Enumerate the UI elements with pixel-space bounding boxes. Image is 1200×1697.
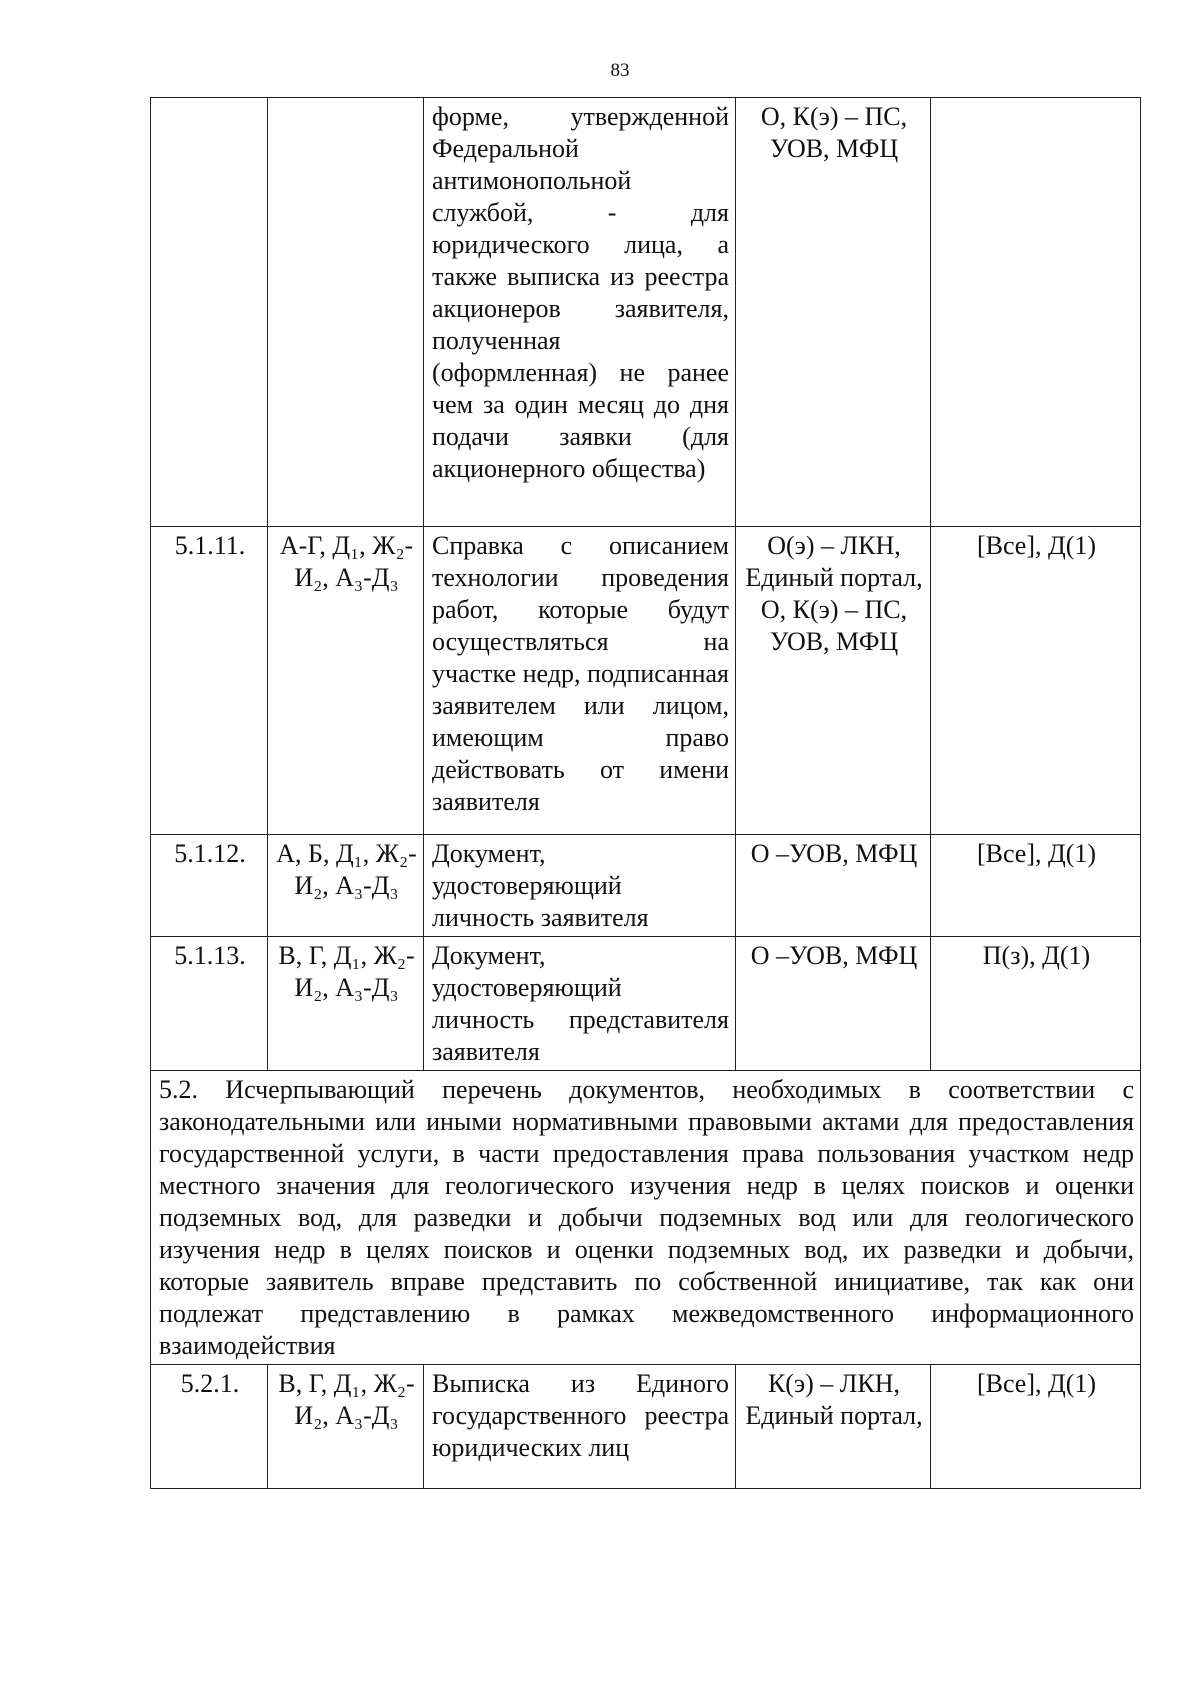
row-number: 5.2.1.: [151, 1365, 268, 1489]
document-status: [Все], Д(1): [931, 835, 1141, 937]
row-number: 5.1.13.: [151, 937, 268, 1071]
row-number: 5.1.12.: [151, 835, 268, 937]
document-description: Выписка из Единого государственного реестра юридических лиц: [424, 1365, 736, 1489]
table-row: [151, 527, 1141, 835]
document-description: Документ, удостоверяющий личность представителя заявителя: [424, 937, 736, 1071]
row-number: [151, 98, 268, 527]
applicant-categories: [268, 98, 424, 527]
submission-method: К(э) – ЛКН, Единый портал,: [736, 1365, 931, 1489]
submission-method: О, К(э) – ПС, УОВ, МФЦ: [736, 98, 931, 527]
document-status: [Все], Д(1): [931, 527, 1141, 835]
applicant-categories: В, Г, Д₁, Ж₂-И₂, А₃-Д₃: [268, 1365, 424, 1489]
section-row: [151, 1071, 1141, 1365]
document-description: Справка с описанием технологии проведения работ, которые будут осуществляться на участке недр, подписанная заявителем или лицом, имеющим право действовать от имени заявителя: [424, 527, 736, 835]
applicant-categories: А, Б, Д₁, Ж₂-И₂, А₃-Д₃: [268, 835, 424, 937]
submission-method: О –УОВ, МФЦ: [736, 937, 931, 1071]
row-number: 5.1.11.: [151, 527, 268, 835]
page-number: 83: [610, 60, 630, 81]
table-row: [151, 937, 1141, 1071]
table-row: [151, 1365, 1141, 1489]
applicant-categories: А-Г, Д₁, Ж₂-И₂, А₃-Д₃: [268, 527, 424, 835]
documents-table: [150, 97, 1141, 1489]
document-status: П(з), Д(1): [931, 937, 1141, 1071]
submission-method: О –УОВ, МФЦ: [736, 835, 931, 937]
section-5-2-heading: 5.2. Исчерпывающий перечень документов, необходимых в соответствии с законодательными или иными нормативными правовыми актами для предоставления государственной услуги, в части предоставления права пользования участком недр местного значения для геологического изучения недр в целях поисков и оценки подземных вод, для разведки и добычи подземных вод или для геологического изучения недр в целях поисков и оценки подземных вод, их разведки и добычи, которые заявитель вправе представить по собственной инициативе, так как они подлежат представлению в рамках межведомственного информационного взаимодействия: [151, 1071, 1141, 1365]
table-row: [151, 835, 1141, 937]
applicant-categories: В, Г, Д₁, Ж₂-И₂, А₃-Д₃: [268, 937, 424, 1071]
table-row: [151, 98, 1141, 527]
document-status: [Все], Д(1): [931, 1365, 1141, 1489]
submission-method: О(э) – ЛКН, Единый портал, О, К(э) – ПС, УОВ, МФЦ: [736, 527, 931, 835]
document-status: [931, 98, 1141, 527]
document-description: форме, утвержденной Федеральной антимонопольной службой, - для юридического лица, а также выписка из реестра акционеров заявителя, полученная (оформленная) не ранее чем за один месяц до дня подачи заявки (для акционерного общества): [424, 98, 736, 527]
document-description: Документ, удостоверяющий личность заявителя: [424, 835, 736, 937]
